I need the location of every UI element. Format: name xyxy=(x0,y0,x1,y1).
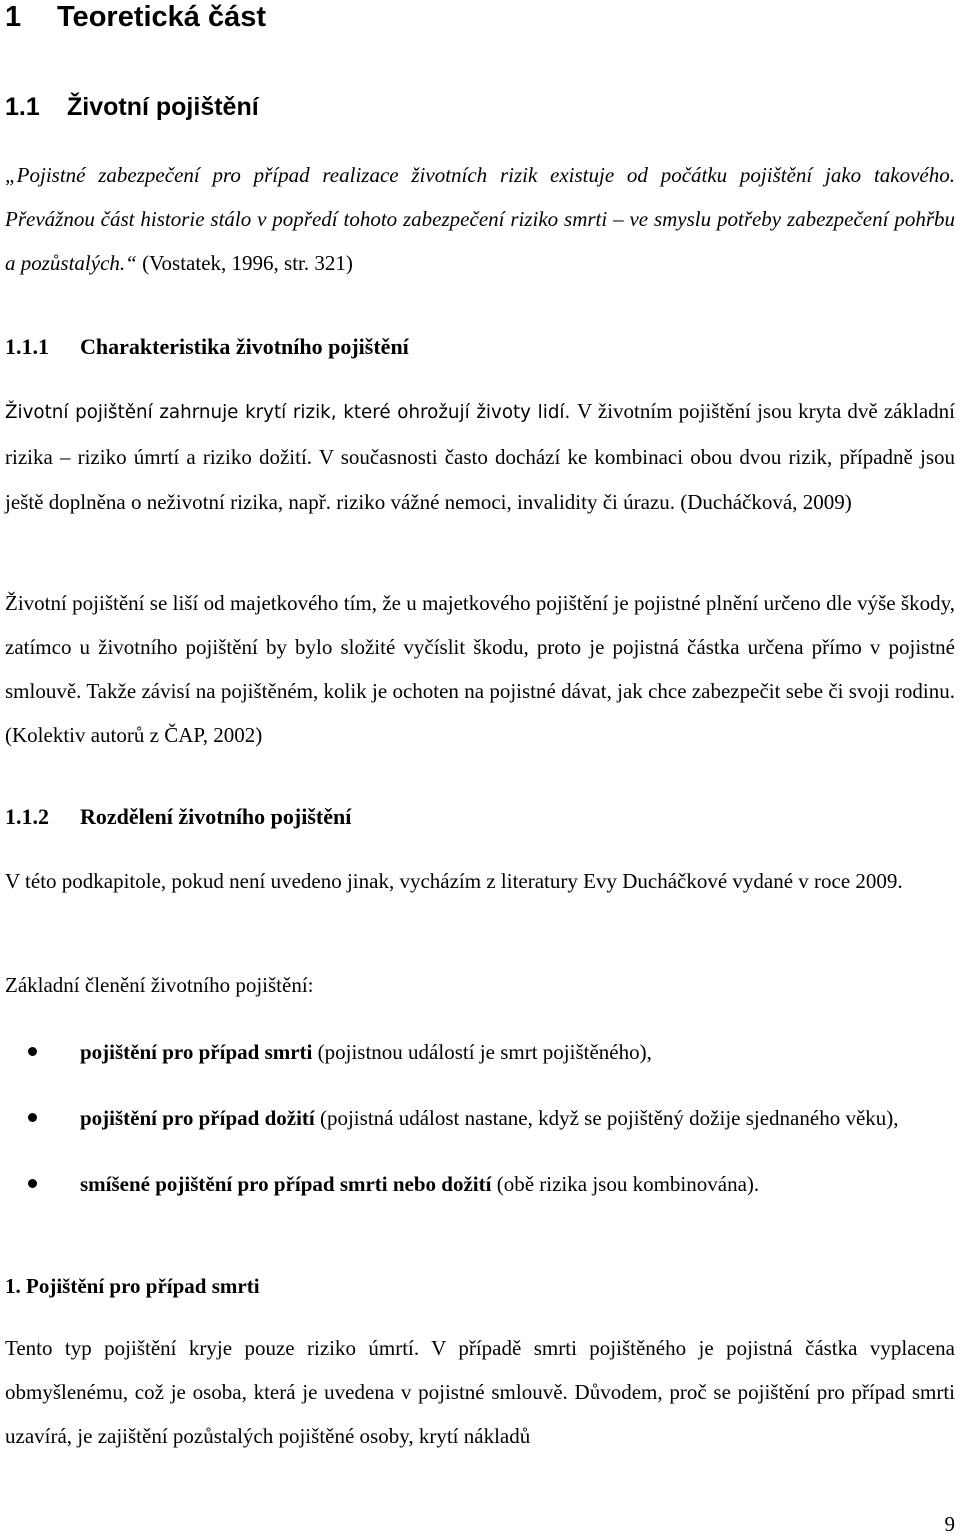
list-item-desc: (obě rizika jsou kombinována). xyxy=(491,1172,760,1196)
section-title: Životní pojištění xyxy=(67,93,259,121)
list-item xyxy=(5,1030,955,1074)
division-list xyxy=(5,1030,955,1206)
list-item-desc: (pojistnou událostí je smrt pojištěného), xyxy=(312,1040,652,1064)
paragraph-part-2: V životním pojištění jsou kryta dvě základní rizika – riziko úmrtí a riziko dožití. xyxy=(5,399,955,469)
list-item xyxy=(5,1162,955,1206)
chapter-title: Teoretická část xyxy=(57,1,267,33)
bullet-icon xyxy=(28,1113,37,1122)
paragraph-death-insurance: Tento typ pojištění kryje pouze riziko úmrtí. V případě smrti pojištěného je pojistná částka vyplacena obmyšlenému, což je osoba, která je uvedena v pojistné smlouvě. Důvodem, proč se pojištění pro případ smrti uzavírá, je zajištění pozůstalých pojištěné osoby, krytí nákladů xyxy=(5,1336,955,1448)
list-item-desc: (pojistná událost nastane, když se pojištěný dožije sjednaného věku), xyxy=(314,1106,899,1130)
list-item xyxy=(5,1096,955,1140)
chapter-heading xyxy=(5,0,955,34)
subsection-heading-1-1-2 xyxy=(5,803,955,831)
list-item-term: pojištění pro případ dožití xyxy=(80,1106,315,1130)
list-item-term: smíšené pojištění pro případ smrti nebo dožití xyxy=(80,1172,492,1196)
quote-text: „Pojistné zabezpečení pro případ realizace životních rizik existuje od počátku pojištění jako takového. Převážnou část historie stálo v popředí tohoto zabezpečení riziko smrti – ve smyslu potřeby zabezpečení pohřbu a pozůstalých.“ xyxy=(5,163,955,275)
paragraph-part-3: V současnosti často dochází ke kombinaci obou dvou rizik, případně jsou ještě doplněna o neživotní rizika, např. riziko vážné nemoci, invalidity či úrazu. (Ducháčková, 2009) xyxy=(5,445,955,514)
subheading-death-insurance: 1. Pojištění pro případ smrti xyxy=(5,1274,260,1298)
section-number: 1.1 xyxy=(5,93,40,121)
paragraph-part-1: Životní pojištění zahrnuje krytí rizik, které ohrožují životy lidí. xyxy=(5,402,577,423)
quote-paragraph xyxy=(5,153,955,285)
page-number: 9 xyxy=(944,1512,955,1536)
subsection-number: 1.1.2 xyxy=(5,804,49,829)
subsection-title: Rozdělení životního pojištění xyxy=(80,804,352,829)
paragraph-intro: V této podkapitole, pokud není uvedeno jinak, vycházím z literatury Evy Ducháčkové vydané v roce 2009. xyxy=(5,869,903,893)
paragraph-characteristics xyxy=(5,389,955,525)
list-item-term: pojištění pro případ smrti xyxy=(80,1040,313,1064)
bullet-icon xyxy=(28,1047,37,1056)
paragraph-difference: Životní pojištění se liší od majetkového tím, že u majetkového pojištění je pojistné plnění určeno dle výše škody, zatímco u životního pojištění by bylo složité vyčíslit škodu, proto je pojistná částka určena přímo v pojistné smlouvě. Takže závisí na pojištěném, kolik je ochoten na pojistné dávat, jak chce zabezpečit sebe či svoji rodinu. (Kolektiv autorů z ČAP, 2002) xyxy=(5,591,955,747)
list-label: Základní členění životního pojištění: xyxy=(5,973,314,997)
subsection-title: Charakteristika životního pojištění xyxy=(80,334,409,359)
quote-citation: (Vostatek, 1996, str. 321) xyxy=(136,251,353,275)
subsection-heading-1-1-1 xyxy=(5,333,955,361)
chapter-number: 1 xyxy=(5,1,22,33)
bullet-icon xyxy=(28,1179,37,1188)
subsection-number: 1.1.1 xyxy=(5,334,49,359)
section-heading xyxy=(5,92,955,122)
